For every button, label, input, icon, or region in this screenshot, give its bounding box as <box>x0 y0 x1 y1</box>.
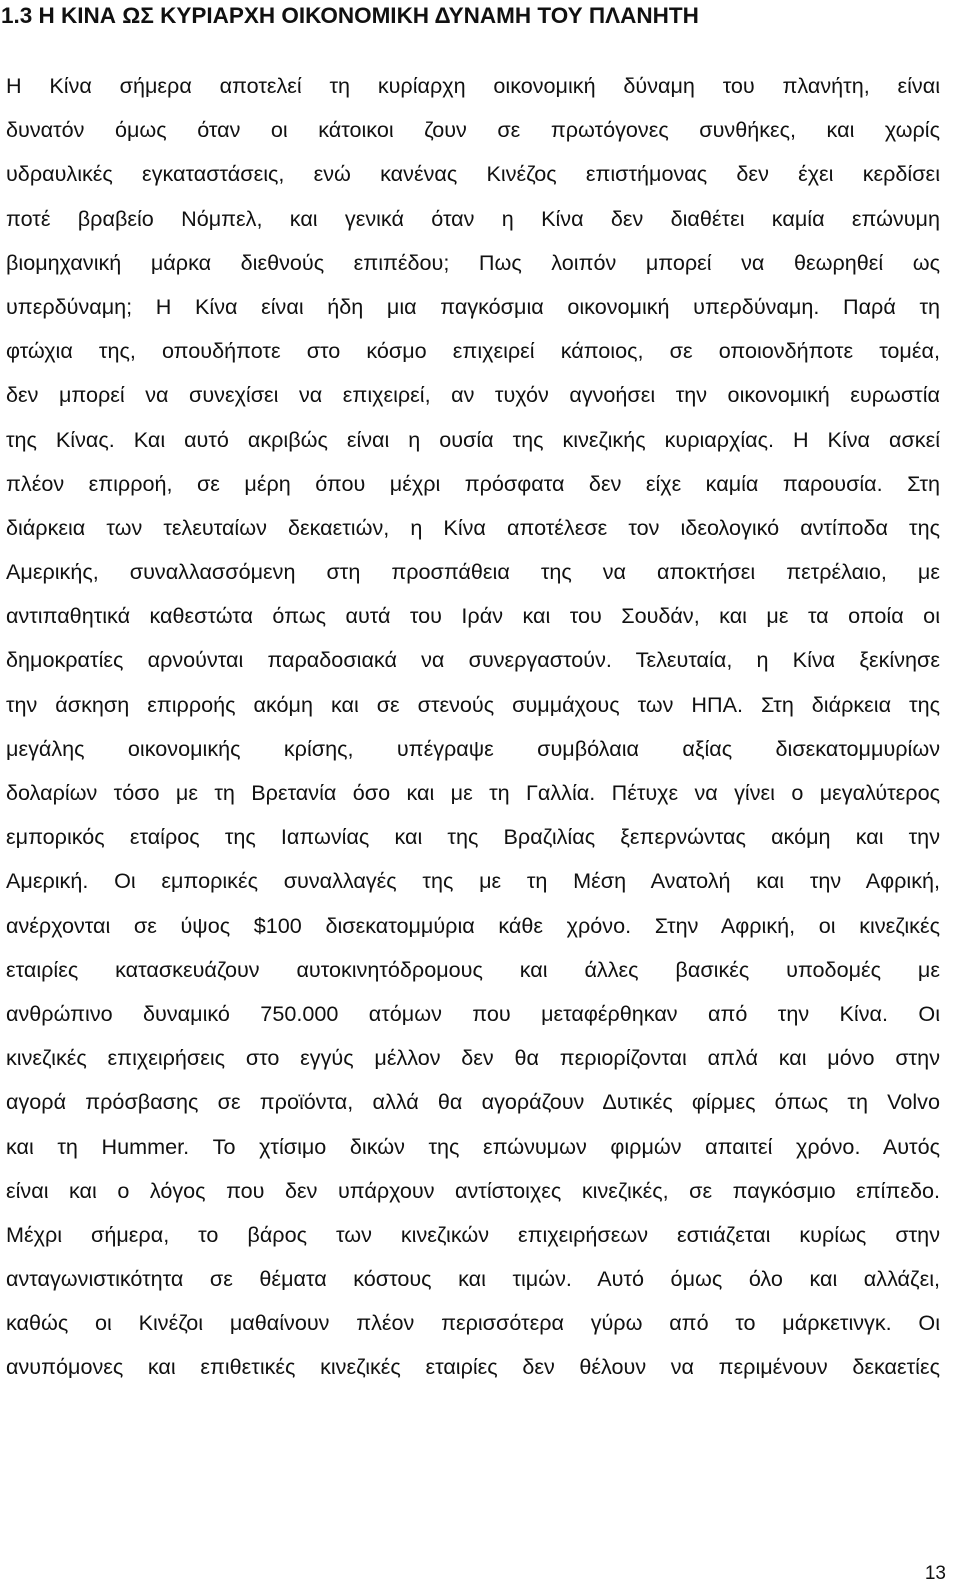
text-line: δυνατόν όμως όταν οι κάτοικοι ζουν σε πρωτόγονες συνθήκες, και χωρίς <box>6 117 940 143</box>
page-number: 13 <box>924 1563 946 1584</box>
text-line: εμπορικός εταίρος της Ιαπωνίας και της Βραζιλίας ξεπερνώντας ακόμη και την <box>6 824 940 850</box>
text-line: καθώς οι Κινέζοι μαθαίνουν πλέον περισσότερα γύρω από το μάρκετινγκ. Οι <box>6 1310 940 1336</box>
text-line: κινεζικές επιχειρήσεις στο εγγύς μέλλον δεν θα περιορίζονται απλά και μόνο στην <box>6 1045 940 1071</box>
text-line: της Κίνας. Και αυτό ακριβώς είναι η ουσία της κινεζικής κυριαρχίας. Η Κίνα ασκεί <box>6 426 940 452</box>
text-line: φτώχια της, οπουδήποτε στο κόσμο επιχειρεί κάποιος, σε οποιονδήποτε τομέα, <box>6 338 940 364</box>
text-line: διάρκεια των τελευταίων δεκαετιών, η Κίνα αποτέλεσε τον ιδεολογικό αντίποδα της <box>6 514 940 540</box>
text-line: υπερδύναμη; Η Κίνα είναι ήδη μια παγκόσμια οικονομική υπερδύναμη. Παρά τη <box>6 293 940 319</box>
section-heading: 1.3 Η ΚΙΝΑ ΩΣ ΚΥΡΙΑΡΧΗ ΟΙΚΟΝΟΜΙΚΗ ΔΥΝΑΜΗ ΤΟΥ ΠΛΑΝΗΤΗ <box>1 3 699 28</box>
text-line: βιομηχανική μάρκα διεθνούς επιπέδου; Πως λοιπόν μπορεί να θεωρηθεί ως <box>6 249 940 275</box>
text-line: μεγάλης οικονομικής κρίσης, υπέγραψε συμβόλαια αξίας δισεκατομμυρίων <box>6 735 940 761</box>
text-line: δημοκρατίες αρνούνται παραδοσιακά να συνεργαστούν. Τελευταία, η Κίνα ξεκίνησε <box>6 647 940 673</box>
text-line: Η Κίνα σήμερα αποτελεί τη κυρίαρχη οικονομική δύναμη του πλανήτη, είναι <box>6 73 940 98</box>
body-paragraph <box>6 64 940 1390</box>
text-line: ποτέ βραβείο Νόμπελ, και γενικά όταν η Κίνα δεν διαθέτει καμία επώνυμη <box>6 205 940 231</box>
text-line: την άσκηση επιρροής ακόμη και σε στενούς συμμάχους των ΗΠΑ. Στη διάρκεια της <box>6 691 940 717</box>
text-line: ανθρώπινο δυναμικό 750.000 ατόμων που μεταφέρθηκαν από την Κίνα. Οι <box>6 1000 940 1026</box>
text-line: εταιρίες κατασκευάζουν αυτοκινητόδρομους και άλλες βασικές υποδομές με <box>6 956 940 982</box>
text-line: Αμερική. Οι εμπορικές συναλλαγές της με τη Μέση Ανατολή και την Αφρική, <box>6 868 940 894</box>
text-line: ανταγωνιστικότητα σε θέματα κόστους και τιμών. Αυτό όμως όλο και αλλάζει, <box>6 1266 940 1292</box>
text-line: ανυπόμονες και επιθετικές κινεζικές εταιρίες δεν θέλουν να περιμένουν δεκαετίες <box>6 1354 940 1380</box>
text-line: και τη Hummer. Το χτίσιμο δικών της επώνυμων φιρμών απαιτεί χρόνο. Αυτός <box>6 1133 940 1159</box>
text-line: δολαρίων τόσο με τη Βρετανία όσο και με τη Γαλλία. Πέτυχε να γίνει ο μεγαλύτερος <box>6 780 940 805</box>
text-line: δεν μπορεί να συνεχίσει να επιχειρεί, αν τυχόν αγνοήσει την οικονομική ευρωστία <box>6 382 940 408</box>
text-line: αντιπαθητικά καθεστώτα όπως αυτά του Ιράν και του Σουδάν, και με τα οποία οι <box>6 603 940 629</box>
text-line: Αμερικής, συναλλασσόμενη στη προσπάθεια της να αποκτήσει πετρέλαιο, με <box>6 559 940 585</box>
text-line: αγορά πρόσβασης σε προϊόντα, αλλά θα αγοράζουν Δυτικές φίρμες όπως τη Volvo <box>6 1089 940 1115</box>
text-line: πλέον επιρροή, σε μέρη όπου μέχρι πρόσφατα δεν είχε καμία παρουσία. Στη <box>6 470 940 496</box>
text-line: ανέρχονται σε ύψος $100 δισεκατομμύρια κάθε χρόνο. Στην Αφρική, οι κινεζικές <box>6 912 940 938</box>
text-line: είναι και ο λόγος που δεν υπάρχουν αντίστοιχες κινεζικές, σε παγκόσμιο επίπεδο. <box>6 1177 940 1203</box>
text-line: υδραυλικές εγκαταστάσεις, ενώ κανένας Κινέζος επιστήμονας δεν έχει κερδίσει <box>6 161 940 187</box>
text-line: Μέχρι σήμερα, το βάρος των κινεζικών επιχειρήσεων εστιάζεται κυρίως στην <box>6 1221 940 1247</box>
